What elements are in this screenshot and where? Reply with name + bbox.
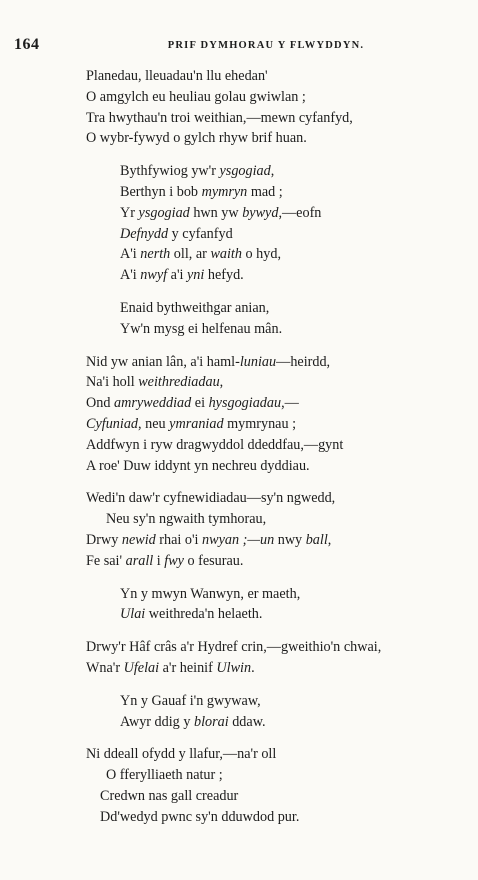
italic-text: blorai <box>193 713 229 730</box>
text: . <box>251 659 255 676</box>
text: Yn y Gauaf i'n gwywaw, <box>120 692 261 709</box>
text: Bythfywiog yw'r <box>120 163 220 180</box>
verse-line <box>0 435 478 456</box>
text: Ni ddeall ofydd y llafur,—na'r oll <box>86 746 277 763</box>
verse-line <box>0 712 478 733</box>
stanza <box>0 66 478 149</box>
text: ddaw. <box>228 713 266 730</box>
running-head <box>14 36 468 56</box>
verse-line <box>0 265 478 286</box>
verse-line <box>0 352 478 373</box>
text: oll, ar <box>170 246 211 263</box>
text: mad ; <box>247 183 283 200</box>
text: rhai o'i <box>155 531 203 548</box>
page-number: 164 <box>14 36 40 53</box>
text: o fesurau. <box>183 552 244 569</box>
verse-line <box>0 551 478 572</box>
text: Neu sy'n ngwaith tymhorau, <box>106 511 267 528</box>
verse-line <box>0 765 478 786</box>
verse-line <box>0 604 478 625</box>
text: Addfwyn i ryw dragwyddol ddeddfau,—gynt <box>86 436 344 453</box>
text: O amgylch eu heuliau golau gwiwlan ; <box>86 88 306 105</box>
text: Credwn nas gall creadur <box>100 787 239 804</box>
running-title: PRIF DYMHORAU Y FLWYDDYN. <box>167 40 365 51</box>
text: Yr <box>120 204 139 221</box>
verse-line <box>0 244 478 265</box>
verse-line <box>0 691 478 712</box>
verse-line <box>0 87 478 108</box>
verse-line <box>0 66 478 87</box>
italic-text: nwyan ;—un <box>202 531 275 548</box>
italic-text: amryweddiad <box>113 395 192 412</box>
verse-line <box>0 161 478 182</box>
verse-line <box>0 128 478 149</box>
verse-line <box>0 509 478 530</box>
verse-line <box>0 786 478 807</box>
stanza <box>0 584 478 626</box>
text: A'i <box>120 267 141 284</box>
verse-line <box>0 584 478 605</box>
text: , <box>270 163 275 180</box>
italic-text: waith <box>210 246 242 263</box>
verse-line <box>0 372 478 393</box>
italic-text: arall <box>125 552 154 569</box>
text: hefyd. <box>204 267 244 284</box>
text: Drwy'r Hâf crâs a'r Hydref crin,—gweithio'n chwai, <box>86 639 382 656</box>
text: Nid yw anian lân, a'i haml- <box>86 353 240 370</box>
text: y cyfanfyd <box>168 225 233 242</box>
text: —heirdd, <box>276 353 331 370</box>
verse-line <box>0 182 478 203</box>
italic-text: bywyd <box>242 204 279 221</box>
text: A'i <box>120 246 141 263</box>
text: Wna'r <box>86 659 124 676</box>
verse-line <box>0 456 478 477</box>
text: Tra hwythau'n troi weithian,—mewn cyfanfyd, <box>86 109 353 126</box>
text: Berthyn i bob <box>120 183 202 200</box>
italic-text: fwy <box>164 552 184 569</box>
text: ,— <box>281 395 299 412</box>
text: hwn yw <box>189 204 243 221</box>
text: a'i <box>167 267 187 284</box>
text: nwy <box>274 531 306 548</box>
verse-line <box>0 393 478 414</box>
italic-text: ysgogiad <box>219 163 271 180</box>
italic-text: nwyf <box>140 267 168 284</box>
italic-text: yni <box>186 267 205 284</box>
text: A roe' Duw iddynt yn nechreu dyddiau. <box>86 457 310 474</box>
text: , <box>327 531 332 548</box>
verse-line <box>0 530 478 551</box>
verse-line <box>0 319 478 340</box>
verse-line <box>0 414 478 435</box>
text: Dd'wedyd pwnc sy'n dduwdod pur. <box>100 808 300 825</box>
text: O wybr-fywyd o gylch rhyw brif huan. <box>86 130 307 147</box>
stanza <box>0 691 478 733</box>
verse-line <box>0 224 478 245</box>
verse-line <box>0 203 478 224</box>
verse-line <box>0 108 478 129</box>
italic-text: nerth <box>140 246 171 263</box>
stanza <box>0 352 478 477</box>
italic-text: hysgogiadau <box>208 395 282 412</box>
verse-line <box>0 488 478 509</box>
italic-text: ymraniad <box>169 415 224 432</box>
italic-text: luniau <box>239 353 277 370</box>
text: Na'i holl <box>86 374 139 391</box>
italic-text: Ulwin <box>216 659 252 676</box>
italic-text: newid <box>121 531 156 548</box>
stanza <box>0 637 478 679</box>
text: mymrynau ; <box>223 415 297 432</box>
stanza <box>0 744 478 827</box>
text: ei <box>191 395 209 412</box>
text: i <box>153 552 165 569</box>
text: , neu <box>138 415 170 432</box>
text: Wedi'n daw'r cyfnewidiadau—sy'n ngwedd, <box>86 490 336 507</box>
italic-text: weithrediadau <box>138 374 220 391</box>
italic-text: ball <box>305 531 328 548</box>
text: Drwy <box>86 531 122 548</box>
stanza <box>0 488 478 571</box>
poem-body <box>0 66 478 840</box>
verse-line <box>0 807 478 828</box>
text: ,—eofn <box>278 204 322 221</box>
verse-line <box>0 298 478 319</box>
italic-text: Defnydd <box>120 225 169 242</box>
text: Enaid bythweithgar anian, <box>120 299 270 316</box>
stanza <box>0 298 478 340</box>
text: Planedau, lleuadau'n llu ehedan' <box>86 68 268 84</box>
text: a'r heinif <box>159 659 217 676</box>
italic-text: Ulai <box>120 606 146 623</box>
verse-line <box>0 744 478 765</box>
text: Yn y mwyn Wanwyn, er maeth, <box>120 585 301 602</box>
italic-text: Ufelai <box>123 659 160 676</box>
text: Awyr ddig y <box>120 713 194 730</box>
stanza <box>0 161 478 286</box>
text: Ond <box>86 395 114 412</box>
verse-line <box>0 658 478 679</box>
verse-line <box>0 637 478 658</box>
italic-text: ysgogiad <box>138 204 190 221</box>
text: Yw'n mysg ei helfenau mân. <box>120 320 283 337</box>
text: O fferylliaeth natur ; <box>106 767 223 784</box>
text: o hyd, <box>241 246 281 263</box>
italic-text: Cyfuniad <box>86 415 139 432</box>
text: , <box>219 374 224 391</box>
italic-text: mymryn <box>201 183 248 200</box>
text: weithreda'n helaeth. <box>145 606 263 623</box>
text: Fe sai' <box>86 552 126 569</box>
